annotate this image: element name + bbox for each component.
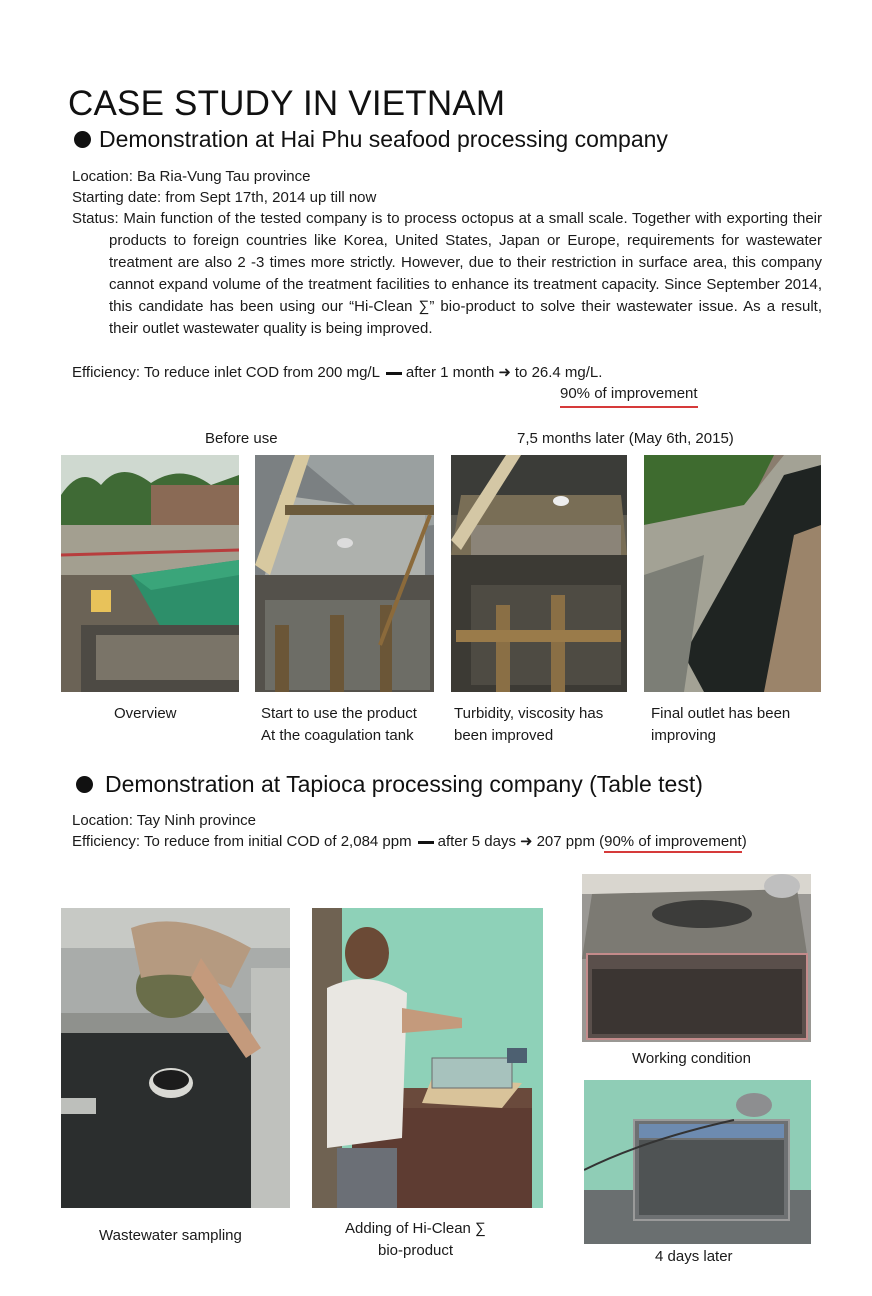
caption-adding-line2: bio-product — [378, 1242, 454, 1259]
before-use-label: Before use — [205, 430, 278, 447]
page-title: CASE STUDY IN VIETNAM — [68, 84, 506, 123]
photo-wastewater-sampling — [61, 908, 290, 1208]
section2-location: Location: Tay Ninh province — [72, 812, 256, 829]
caption-turbidity-line1: Turbidity, viscosity has — [454, 705, 604, 722]
section1-efficiency — [72, 362, 602, 384]
photo-coagulation-tank — [255, 455, 434, 692]
dash-icon — [418, 841, 434, 844]
section1-heading-text: Demonstration at Hai Phu seafood processing company — [99, 126, 668, 152]
arrow-right-icon: ➜ — [520, 833, 533, 850]
caption-working-condition: Working condition — [632, 1050, 751, 1067]
caption-turbidity-line2: been improved — [454, 727, 554, 744]
section2-heading-text: Demonstration at Tapioca processing company (Table test) — [105, 771, 703, 797]
efficiency2-prefix: Efficiency: To reduce from initial COD of 2,084 ppm — [72, 833, 412, 850]
caption-start-line2: At the coagulation tank — [261, 727, 414, 744]
section2-heading — [76, 771, 703, 798]
efficiency-prefix: Efficiency: To reduce inlet COD from 200 mg/L — [72, 364, 380, 381]
dash-icon — [386, 372, 402, 375]
section1-status: Status: Main function of the tested company is to process octopus at a small scale. Together with exporting their products to foreign countries like Korea, United States, Japan or Europe, requirements for wastewater treatment are also 2 -3 times more strictly. However, due to their restriction in surface area, this company cannot expand volume of the treatment facilities to enhance its treatment capacity. Since September 2014, this candidate has been using our “Hi-Clean ∑” bio-product to solve their wastewater issue. As a result, their outlet wastewater quality is being improved. — [72, 210, 822, 337]
efficiency-end: to 26.4 mg/L. — [514, 364, 603, 381]
caption-wastewater-sampling: Wastewater sampling — [99, 1227, 242, 1244]
efficiency2-mid: after 5 days — [437, 833, 516, 850]
section1-location: Location: Ba Ria-Vung Tau province — [72, 168, 311, 185]
efficiency2-end: 207 ppm ( — [536, 833, 605, 850]
photo-turbidity — [451, 455, 627, 692]
photo-4-days-later — [584, 1080, 811, 1244]
caption-adding-line1: Adding of Hi-Clean ∑ — [345, 1220, 486, 1237]
photo-overview — [61, 455, 239, 692]
photo-final-outlet — [644, 455, 821, 692]
efficiency-mid: after 1 month — [405, 364, 495, 381]
section1-improvement: 90% of improvement — [560, 383, 698, 408]
section2-efficiency — [72, 831, 747, 853]
bullet-icon — [74, 131, 91, 148]
caption-4-days-later: 4 days later — [655, 1248, 733, 1265]
section1-heading — [74, 126, 668, 153]
arrow-right-icon: ➜ — [498, 364, 511, 381]
caption-overview: Overview — [114, 705, 177, 722]
bullet-icon — [76, 776, 93, 793]
after-label: 7,5 months later (May 6th, 2015) — [517, 430, 734, 447]
caption-start-line1: Start to use the product — [261, 705, 417, 722]
photo-adding-bioproduct — [312, 908, 543, 1208]
photo-working-condition — [582, 874, 811, 1042]
section1-starting-date: Starting date: from Sept 17th, 2014 up till now — [72, 189, 377, 206]
efficiency2-close: ) — [741, 833, 747, 850]
section2-improvement: 90% of improvement — [604, 833, 742, 853]
caption-outlet-line1: Final outlet has been — [651, 705, 791, 722]
caption-outlet-line2: improving — [651, 727, 717, 744]
